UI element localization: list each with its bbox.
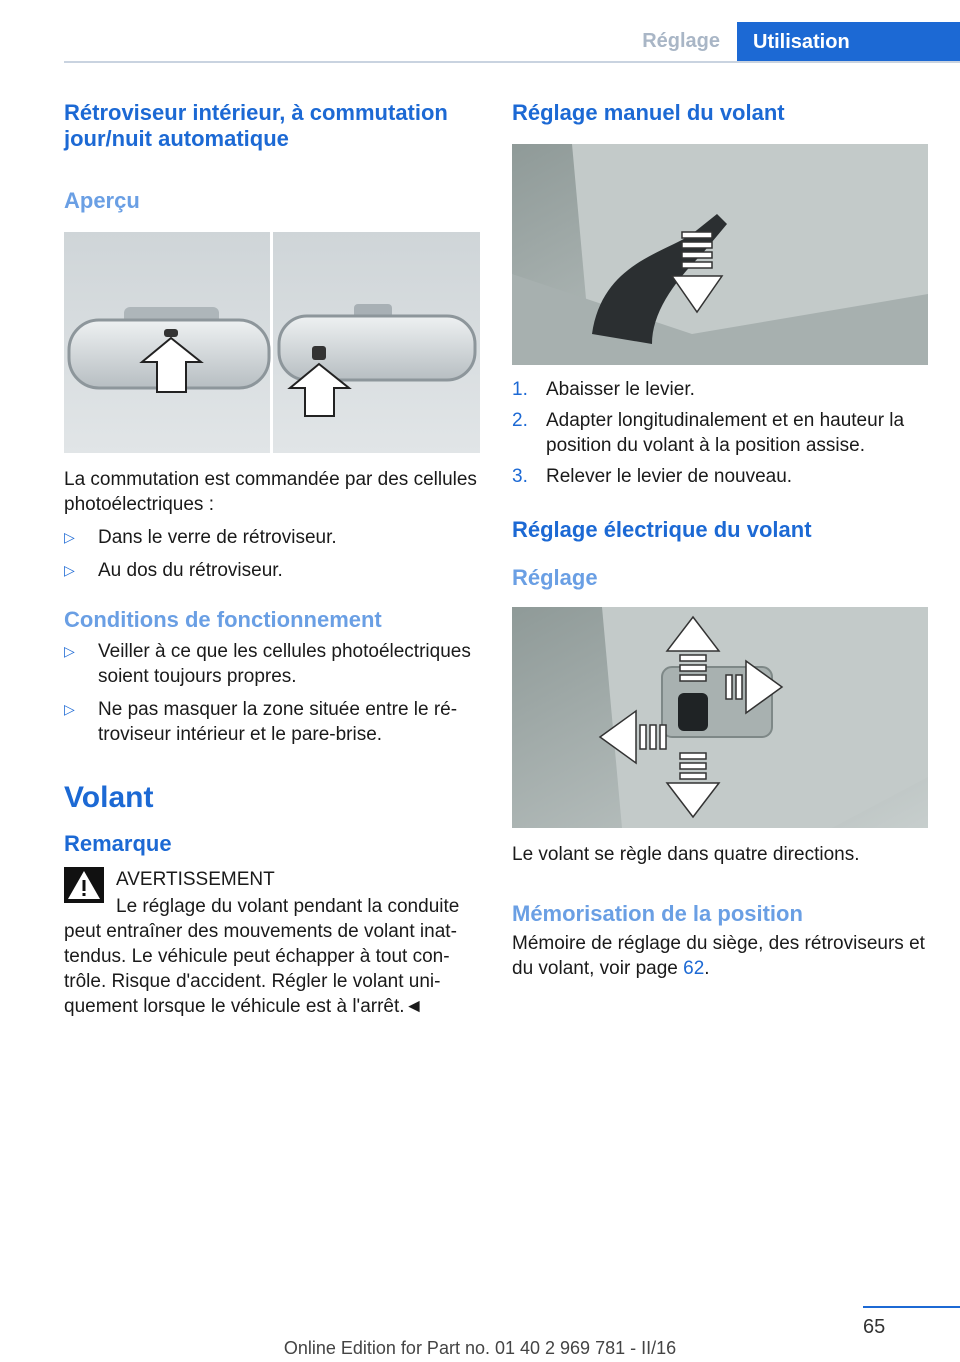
remarque-heading: Remarque [64,831,172,856]
left-column [64,100,480,1019]
memo-text: Mémoire de réglage du siège, des rétroviseurs et du volant, voir page 62. [512,933,925,979]
triangle-bullet-icon: ▷ [64,529,75,545]
mirror-figure [64,232,480,453]
header-section: Réglage [642,30,720,52]
warning-text: Le réglage du volant pendant la conduite peut entraîner des mouvements de volant inattendus. Le véhicule peut échapper à tout contrôle. Risque d'accident. Régler le volant uniquement lorsque le véhicule est à l'arrêt.◄ [64,896,460,1017]
header-tab: Utilisation [737,22,960,62]
list-item: ▷ Au dos du rétroviseur. [64,560,283,581]
warning-label: AVERTISSEMENT [116,869,275,890]
page-number-rule [863,1306,960,1308]
edition-footer: Online Edition for Part no. 01 40 2 969 781 - II/16 [283,1338,677,1358]
list-item: ▷ Dans le verre de rétroviseur. [64,527,337,548]
manual-heading: Réglage manuel du volant [512,100,785,125]
warning-icon [64,867,104,903]
mirror-illustration [64,232,480,453]
conditions-heading: Conditions de fonctionnement [64,607,382,632]
triangle-bullet-icon: ▷ [64,643,75,659]
directions-text: Le volant se règle dans quatre directions. [512,844,860,865]
page-link[interactable]: 62 [683,958,705,979]
lever-illustration [512,144,928,365]
page-number: 65 [863,1316,886,1338]
right-column [512,100,928,981]
list-item: 3. Relever le levier de nouveau. [512,466,793,487]
switch-illustration [512,607,928,828]
memo-heading: Mémorisation de la position [512,901,803,926]
electric-heading: Réglage électrique du volant [512,517,812,542]
warning-block [64,867,480,1019]
list-item: ▷ Ne pas masquer la zone située entre le rétroviseur intérieur et le pare-brise. [64,699,458,745]
list-item: 1. Abaisser le levier. [512,379,695,400]
lever-figure [512,144,928,365]
mirror-intro: La commutation est commandée par des cellules photoélectriques : [64,469,477,515]
switch-figure [512,607,928,828]
apercu-heading: Aperçu [64,188,140,213]
triangle-bullet-icon: ▷ [64,701,75,717]
reglage-heading: Réglage [512,565,598,590]
conditions-list [64,639,480,747]
triangle-bullet-icon: ▷ [64,562,75,578]
mirror-title: Rétroviseur intérieur, à commutation jour/nuit automatique [64,100,448,151]
header-rule [64,61,960,63]
volant-heading: Volant [64,781,154,814]
list-item: ▷ Veiller à ce que les cellules photoélectriques soient toujours propres. [64,641,471,687]
steps-list [512,377,928,489]
sensor-list [64,525,480,583]
list-item: 2. Adapter longitudinalement et en hauteur la position du volant à la position assise. [512,410,905,456]
